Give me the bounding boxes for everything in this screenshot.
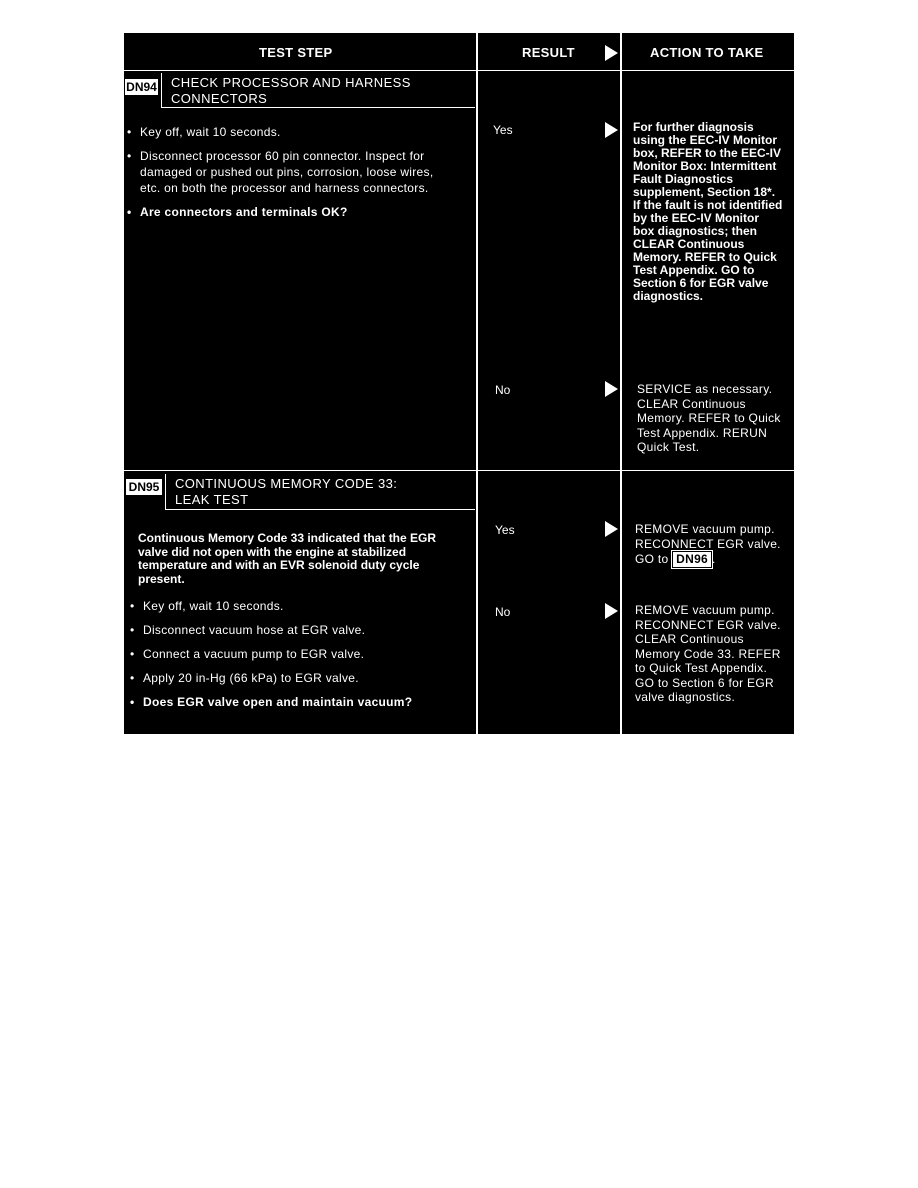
dn95-result-no: No <box>495 605 511 619</box>
step-title-dn94-line1: CHECK PROCESSOR AND HARNESS <box>171 75 411 90</box>
step-title-dn95-line2: LEAK TEST <box>175 492 249 507</box>
arrow-right-icon <box>605 603 618 619</box>
dn95-step-4: • Apply 20 in-Hg (66 kPa) to EGR valve. <box>127 670 457 686</box>
dn95-steps-list <box>127 598 457 718</box>
step-code-dn95: DN95 <box>126 479 162 495</box>
dn94-step-3: • Are connectors and terminals OK? <box>124 204 442 220</box>
dn96-link[interactable]: DN96 <box>672 551 712 568</box>
dn95-step-1: • Key off, wait 10 seconds. <box>127 598 457 614</box>
dn95-action-yes <box>635 522 787 568</box>
step-title-dn94-line2: CONNECTORS <box>171 91 268 106</box>
dn95-action-yes-text: REMOVE vacuum pump. RECONNECT EGR valve. GO to <box>635 522 781 566</box>
header-action: ACTION TO TAKE <box>650 45 764 60</box>
section-divider <box>124 470 794 471</box>
step-title-dn95-line1: CONTINUOUS MEMORY CODE 33: <box>175 476 398 491</box>
step-title-dn95 <box>165 474 475 510</box>
dn95-result-yes: Yes <box>495 523 515 537</box>
arrow-right-icon <box>605 521 618 537</box>
arrow-right-icon <box>605 122 618 138</box>
arrow-right-icon <box>605 381 618 397</box>
dn94-step-2: • Disconnect processor 60 pin connector. Inspect for damaged or pushed out pins, corrosion, loose wires, etc. on both the processor and harness connectors. <box>124 148 442 196</box>
dn95-action-no: REMOVE vacuum pump. RECONNECT EGR valve. CLEAR Continuous Memory Code 33. REFER to Quick Test Appendix. GO to Section 6 for EGR valve diagnostics. <box>635 603 781 704</box>
dn94-result-yes: Yes <box>493 123 513 137</box>
header-test-step: TEST STEP <box>259 45 333 60</box>
arrow-right-icon <box>605 45 618 61</box>
dn95-intro: Continuous Memory Code 33 indicated that the EGR valve did not open with the engine at stabilized temperature and with an EVR solenoid duty cycle present. <box>138 531 437 586</box>
header-divider <box>124 70 794 71</box>
dn94-action-no: SERVICE as necessary. CLEAR Continuous Memory. REFER to Quick Test Appendix. RERUN Quick Test. <box>637 382 781 454</box>
step-title-dn94 <box>161 73 475 108</box>
column-divider-result <box>620 33 622 734</box>
dn95-step-2: • Disconnect vacuum hose at EGR valve. <box>127 622 457 638</box>
column-divider-test-step <box>476 33 478 734</box>
dn94-step-1: • Key off, wait 10 seconds. <box>124 124 442 140</box>
step-code-dn94: DN94 <box>126 80 157 94</box>
header-result: RESULT <box>522 45 575 60</box>
dn94-action-yes: For further diagnosis using the EEC-IV Monitor box, REFER to the EEC-IV Monitor Box: Intermittent Fault Diagnostics supplement, Section 18*. If the fault is not identified by the EEC-IV Monitor box diagnostics; then CLEAR Continuous Memory. REFER to Quick Test Appendix. GO to Section 6 for EGR valve diagnostics. <box>633 120 783 303</box>
dn95-step-5: • Does EGR valve open and maintain vacuum? <box>127 694 457 710</box>
dn94-result-no: No <box>495 383 511 397</box>
dn95-action-yes-suffix: . <box>712 552 716 566</box>
dn94-steps-list <box>124 124 442 228</box>
diagnostic-table <box>124 33 794 734</box>
dn95-step-3: • Connect a vacuum pump to EGR valve. <box>127 646 457 662</box>
